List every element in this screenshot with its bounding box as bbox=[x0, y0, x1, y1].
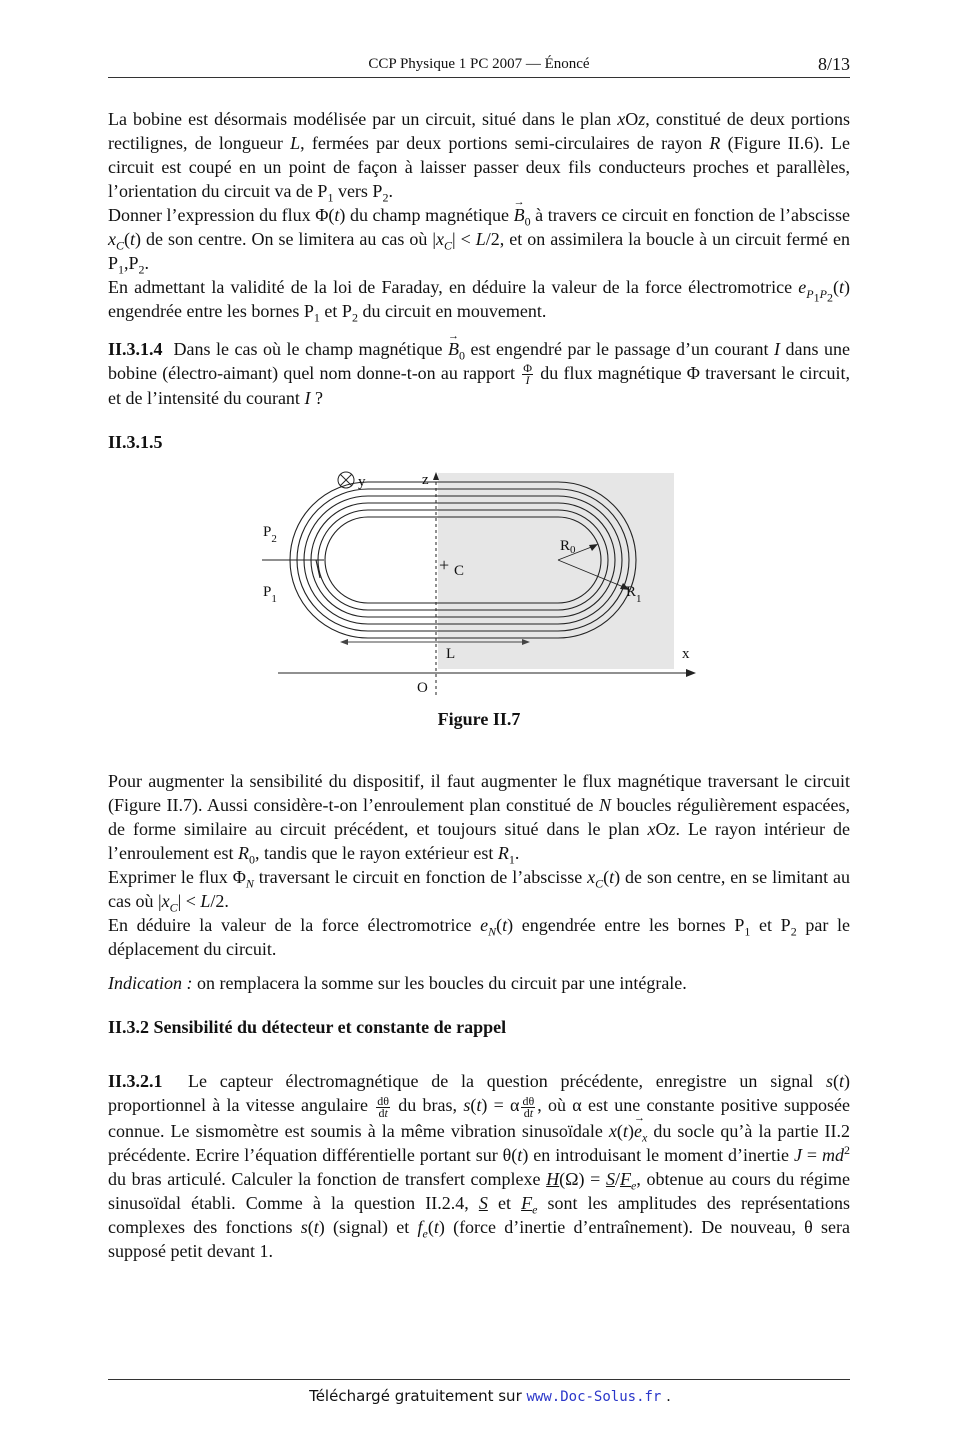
shaded-field-region bbox=[438, 473, 674, 669]
footer-rule bbox=[108, 1379, 850, 1380]
after-figure-paragraph-2: Exprimer le flux $\Phi_N$ traversant le circuit en fonction de l’abscisse $x_C(t)$ de son centre, en se limitant au cas où $|x_C| < L/2$. bbox=[108, 867, 850, 915]
section-2-3-2-title: II.3.2 Sensibilité du détecteur et constante de rappel bbox=[108, 1017, 507, 1038]
after-figure-paragraph-3: En déduire la valeur de la force électromotrice $e_N(t)$ engendrée entre les bornes $P_1$ et $P_2$ par le déplacement du circuit. bbox=[108, 915, 850, 960]
y-label: y bbox=[358, 474, 366, 491]
phi-over-i-fraction: $\frac{\Phi}{I}$ bbox=[523, 361, 533, 388]
question-2-3-1-5-heading: II.3.1.5 bbox=[108, 432, 163, 453]
x-label: x bbox=[682, 646, 690, 663]
r1-label: $R_1$ bbox=[626, 584, 642, 606]
page-header bbox=[108, 54, 850, 78]
p1-label: $P_1$ bbox=[263, 584, 277, 606]
x-axis-arrow bbox=[686, 669, 696, 677]
question-2-3-2-1: II.3.2.1 Le capteur électromagnétique de la question précédente, enregistre un signal s(t) proportionnel à la vitesse angulaire $\frac{d\theta}{dt}$ du bras, s(t) = α $\frac{d\theta}{dt}$ , où α est une constante positive supposée connue. Le sismomètre est soumis à la même vibration sinusoïdale $x(t)\to e_x$ du socle qu’à la partie II.2 précédente. Ecrire l’équation différentielle portant sur θ(t) en introduisant le moment d’inertie $J = md^2$ du bras articulé. Calculer la fonction de transfert complexe $H(\Omega) = S/F_e$, obtenue au cours du régime sinusoïdal établi. Comme à la question II.2.4, S et $F_e$ sont les amplitudes des représentations complexes des fonctions s(t) (signal) et $f_e(t)$ (force d’inertie d’entraînement). De nouveau, θ sera supposé petit devant 1. bbox=[108, 1069, 850, 1262]
z-label: z bbox=[422, 472, 429, 489]
indication-paragraph: Indication : on remplacera la somme sur les boucles du circuit par une intégrale. bbox=[108, 973, 687, 994]
page-number: 8/13 bbox=[817, 54, 850, 74]
header-title: CCP Physique 1 PC 2007 — Énoncé bbox=[368, 56, 590, 72]
coil-diagram bbox=[258, 468, 698, 703]
intro-paragraph-2: Donner l’expression du flux Φ(t) du champ magnétique → $B_0$ à travers ce circuit en fonction de l’abscisse $x_C(t)$ de son centre. On se limitera au cas où $|x_C| < L/2$, et on assimilera la boucle à un circuit fermé en $P_1,P_2$. bbox=[108, 203, 850, 275]
figure-ii-7 bbox=[108, 468, 850, 703]
question-number: II.3.1.4 bbox=[108, 339, 163, 359]
p2-label: $P_2$ bbox=[263, 524, 277, 546]
footer-link[interactable]: www.Doc-Solus.fr bbox=[526, 1389, 662, 1405]
r0-label: $R_0$ bbox=[560, 538, 576, 557]
figure-caption: Figure II.7 bbox=[437, 709, 521, 730]
question-2-3-1-4: II.3.1.4 Dans le cas où le champ magnétique → $B_0$ est engendré par le passage d’un courant I dans une bobine (électro-aimant) quel nom donne-t-on au rapport $\frac{\Phi}{I}$ du flux magnétique Φ traversant le circuit, et de l’intensité du courant I ? bbox=[108, 337, 850, 410]
length-arrow-left bbox=[340, 639, 348, 645]
header-rule bbox=[108, 77, 850, 78]
intro-paragraph-3: En admettant la validité de la loi de Faraday, en déduire la valeur de la force électromotrice $e_{P_1P_2}(t)$ engendrée entre les bornes $P_1$ et $P_2$ du circuit en mouvement. bbox=[108, 277, 850, 325]
page-footer: Téléchargé gratuitement sur www.Doc-Solus.fr . bbox=[309, 1387, 671, 1405]
o-label: O bbox=[417, 680, 428, 697]
intro-paragraph-1: La bobine est désormais modélisée par un circuit, situé dans le plan xOz, constitué de deux portions rectilignes, de longueur L, fermées par deux portions semi-circulaires de rayon R (Figure II.6). Le circuit est coupé en un point de façon à laisser passer deux fils conducteurs proches et parallèles, l’orientation du circuit va de $P_1$ vers $P_2$. bbox=[108, 109, 851, 205]
footer-text: Téléchargé gratuitement sur bbox=[309, 1387, 527, 1405]
l-label: L bbox=[446, 646, 456, 663]
page-body bbox=[108, 107, 850, 1263]
center-cross: + bbox=[439, 555, 450, 576]
after-figure-paragraph-1: Pour augmenter la sensibilité du dispositif, il faut augmenter le flux magnétique traversant le circuit (Figure II.7). Aussi considère-t-on l’enroulement plan constitué de N boucles régulièrement espacées, de forme similaire au circuit précédent, et toujours situé dans le plan xOz. Le rayon intérieur de l’enroulement est $R_0$, tandis que le rayon extérieur est $R_1$. bbox=[108, 771, 850, 867]
c-label: C bbox=[454, 563, 465, 580]
